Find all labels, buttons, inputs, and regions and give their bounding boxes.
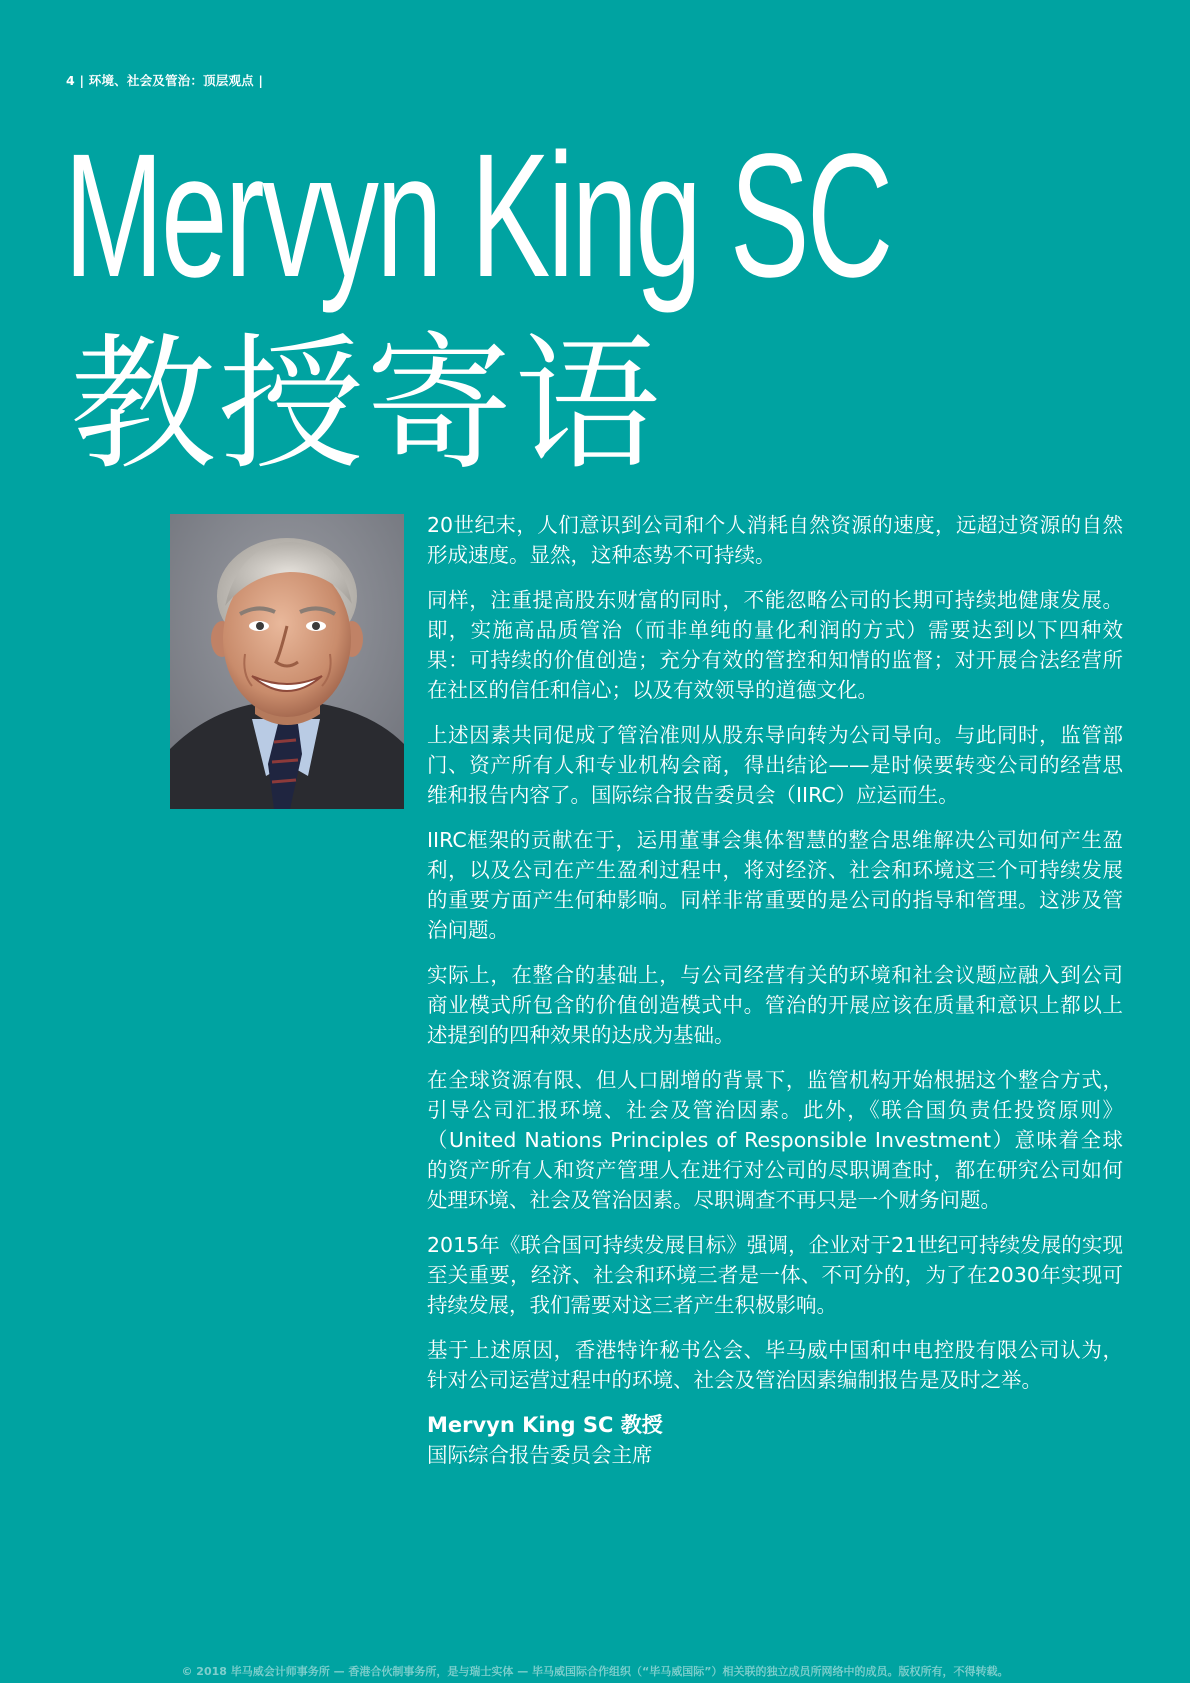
paragraph: 20世纪末，人们意识到公司和个人消耗自然资源的速度，远超过资源的自然形成速度。显然，这种态势不可持续。 xyxy=(427,513,1123,567)
portrait-illustration xyxy=(170,514,404,809)
paragraph: 上述因素共同促成了管治准则从股东导向转为公司导向。与此同时，监管部门、资产所有人和专业机构会商，得出结论——是时候要转变公司的经营思维和报告内容了。国际综合报告委员会（IIRC）应运而生。 xyxy=(427,723,1123,807)
paragraph: 实际上，在整合的基础上，与公司经营有关的环境和社会议题应融入到公司商业模式所包含的价值创造模式中。管治的开展应该在质量和意识上都以上述提到的四种效果的达成为基础。 xyxy=(427,963,1123,1047)
running-head: 4 | 环境、社会及管治：顶层观点 | xyxy=(66,73,264,88)
signature-name: Mervyn King SC 教授 xyxy=(427,1413,663,1437)
copyright-footer: © 2018 毕马威会计师事务所 — 香港合伙制事务所，是与瑞士实体 — 毕马威国际合作组织（“毕马威国际”）相关联的独立成员所网络中的成员。版权所有，不得转载。 xyxy=(181,1665,1009,1678)
paragraph: IIRC框架的贡献在于，运用董事会集体智慧的整合思维解决公司如何产生盈利，以及公司在产生盈利过程中，将对经济、社会和环境这三个可持续发展的重要方面产生何种影响。同样非常重要的是公司的指导和管理。这涉及管治问题。 xyxy=(427,828,1123,942)
paragraph: 同样，注重提高股东财富的同时，不能忽略公司的长期可持续地健康发展。即，实施高品质管治（而非单纯的量化利润的方式）需要达到以下四种效果：可持续的价值创造；充分有效的管控和知情的监督；对开展合法经营所在社区的信任和信心；以及有效领导的道德文化。 xyxy=(427,588,1123,702)
signature-title: 国际综合报告委员会主席 xyxy=(427,1443,653,1467)
paragraph: 在全球资源有限、但人口剧增的背景下，监管机构开始根据这个整合方式，引导公司汇报环境、社会及管治因素。此外，《联合国负责任投资原则》（United Nations Principles of Responsible Investment）意味着全球的资产所有人和资产管理人在进行对公司的尽职调查时，都在研究公司如何处理环境、社会及管治因素。尽职调查不再只是一个财务问题。 xyxy=(427,1068,1123,1212)
title-name: Mervyn King SC xyxy=(64,118,891,314)
title-subtitle: 教授寄语 xyxy=(70,320,662,490)
article-body xyxy=(427,510,1123,1470)
paragraph: 基于上述原因，香港特许秘书公会、毕马威中国和中电控股有限公司认为，针对公司运营过程中的环境、社会及管治因素编制报告是及时之举。 xyxy=(427,1338,1123,1392)
paragraph: 2015年《联合国可持续发展目标》强调，企业对于21世纪可持续发展的实现至关重要，经济、社会和环境三者是一体、不可分的，为了在2030年实现可持续发展，我们需要对这三者产生积极影响。 xyxy=(427,1233,1123,1317)
portrait-photo xyxy=(170,514,404,809)
